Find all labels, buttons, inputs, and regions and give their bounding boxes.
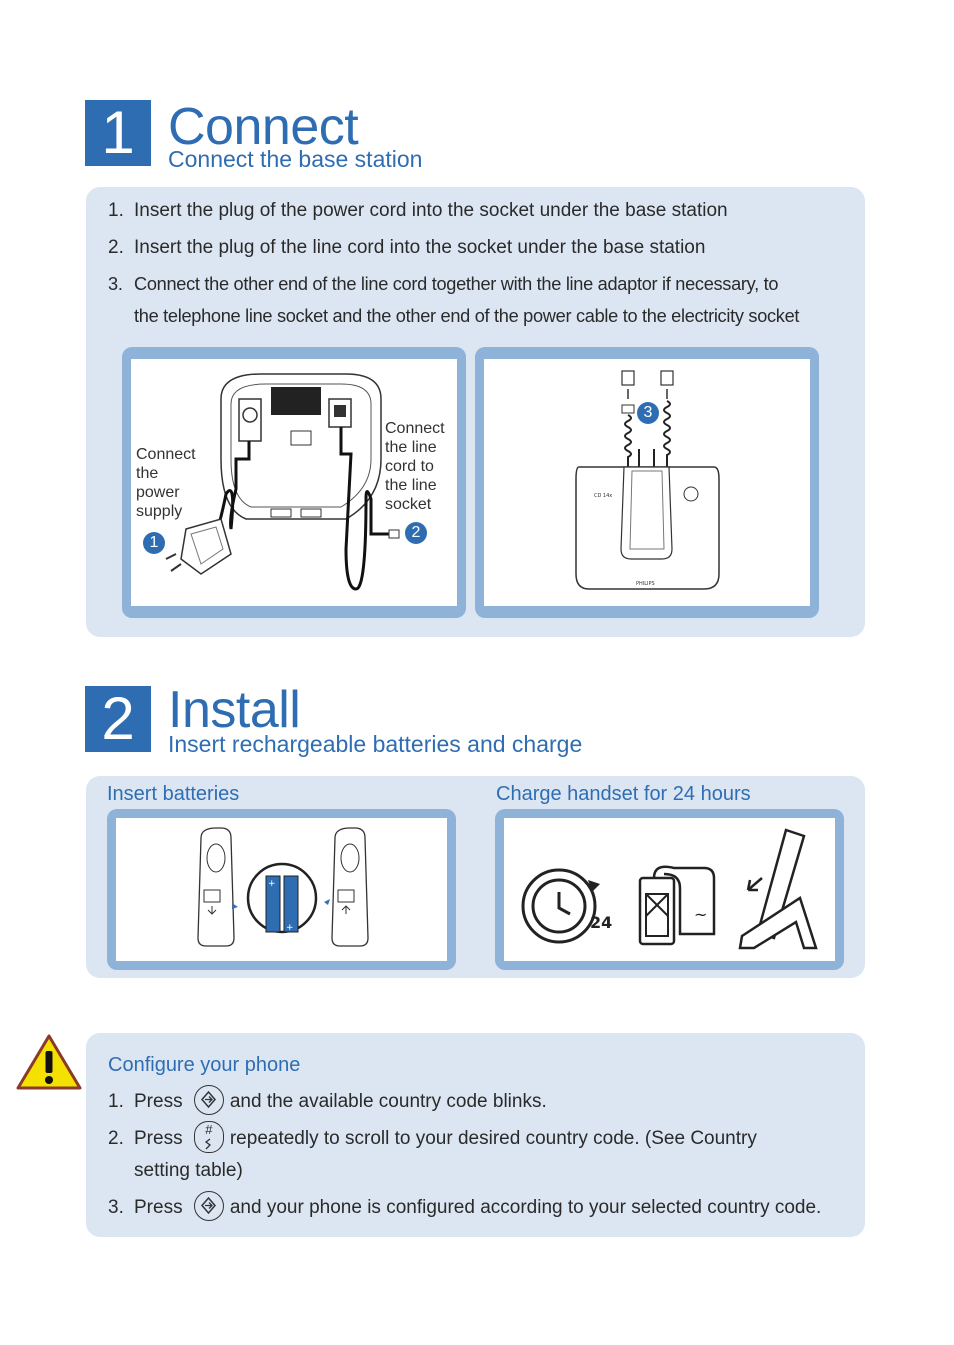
hash-key-icon: # xyxy=(194,1121,224,1153)
configure-step-2: 2. Press # repeatedly to scroll to your desired country code. (See Country setting table) xyxy=(108,1121,757,1181)
clock-hours-text: 24 xyxy=(590,913,613,932)
base-underside-frame xyxy=(122,347,466,618)
configure-title: Configure your phone xyxy=(108,1054,301,1076)
ok-key-icon xyxy=(194,1085,224,1115)
connect-step-1: 1. Insert the plug of the power cord into the socket under the base station xyxy=(108,200,728,221)
section-subtitle-install: Insert rechargeable batteries and charge xyxy=(168,731,583,757)
base-underside-illustration xyxy=(131,359,457,606)
caption-line-socket: Connect the line cord to the line socket xyxy=(385,420,445,513)
section-title-connect: Connect xyxy=(168,98,359,156)
insert-batteries-frame xyxy=(107,809,456,970)
charge-handset-illustration xyxy=(504,818,835,961)
base-front-illustration xyxy=(484,359,810,606)
connect-step-3: 3. Connect the other end of the line cord together with the line adaptor if necessary, to the telephone line socket and the other end of the power cable to the electricity socket xyxy=(108,274,800,326)
svg-text:~: ~ xyxy=(694,905,708,924)
connect-step-2: 2. Insert the plug of the line cord into the socket under the base station xyxy=(108,237,706,258)
install-panel xyxy=(86,776,865,978)
caption-power-supply: Connect the power supply xyxy=(136,446,196,520)
badge-2: 2 xyxy=(405,522,427,544)
configure-step-1: 1. Press and the available country code blinks. xyxy=(108,1086,547,1118)
base-front-frame xyxy=(475,347,819,618)
step-number-2: 2 xyxy=(85,686,151,752)
base-front-drawing xyxy=(484,359,810,606)
charge-handset-label: Charge handset for 24 hours xyxy=(496,783,751,805)
warning-icon xyxy=(15,1033,83,1091)
svg-text:+: + xyxy=(268,879,276,889)
insert-batteries-illustration xyxy=(116,818,447,961)
base-brand-text: PHILIPS xyxy=(636,581,655,587)
ok-key-icon xyxy=(194,1191,224,1221)
badge-1: 1 xyxy=(143,532,165,554)
section-title-install: Install xyxy=(168,681,301,739)
charge-handset-frame xyxy=(495,809,844,970)
insert-batteries-drawing xyxy=(116,818,447,961)
insert-batteries-label: Insert batteries xyxy=(107,783,240,805)
charge-handset-drawing xyxy=(504,818,835,961)
connect-panel xyxy=(86,187,865,637)
section-subtitle-connect: Connect the base station xyxy=(168,146,423,172)
configure-step-3: 3. Press and your phone is configured according to your selected country code. xyxy=(108,1192,821,1224)
badge-3: 3 xyxy=(637,402,659,424)
step-number-1: 1 xyxy=(85,100,151,166)
svg-text:+: + xyxy=(286,923,294,933)
base-model-text: CD 14x xyxy=(594,493,613,499)
configure-panel xyxy=(86,1033,865,1237)
